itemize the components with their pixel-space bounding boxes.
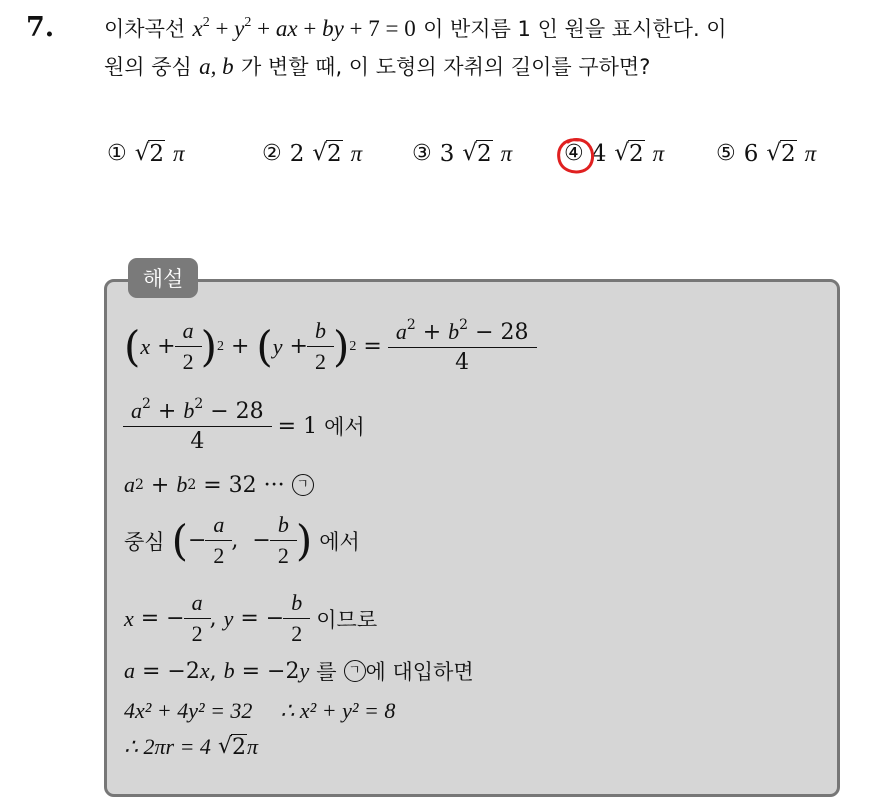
- solution-line-3: a 2 + b 2 = 32 ··· ㄱ: [124, 472, 314, 498]
- question-line-2: 원의 중심 a, b 가 변할 때, 이 도형의 자취의 길이를 구하면?: [104, 54, 651, 79]
- solution-line-5: x = − $\frac{a}{2}$ , y = − $\frac{b}{2}$ 이므로: [124, 590, 378, 646]
- answer-circle-mark-icon: [554, 134, 598, 178]
- question-prefix: 이차곡선: [104, 17, 186, 41]
- solution-line-1: ( x + $\frac{a}{2}$ ) 2 + ( y + $\frac{b}{2}$ ) 2 = $\frac{a^2 + b^2 - 28}{4}$: [124, 318, 536, 375]
- solution-line-4: 중심 ( − $\frac{a}{2}$ , − $\frac{b}{2}$ ) 에서: [124, 512, 360, 568]
- choice-5[interactable]: ⑤ 6 √ 2 π: [716, 140, 817, 167]
- question-line1-suffix: 이 반지름 1 인 원을 표시한다. 이: [423, 17, 727, 41]
- choice-3[interactable]: ③ 3 √ 2 π: [412, 140, 513, 167]
- choice-1[interactable]: ① √ 2 π: [107, 140, 185, 167]
- ref-giyeok-icon: ㄱ: [344, 660, 366, 682]
- solution-tag: 해설: [128, 258, 198, 298]
- question-equation: $x^2 + y^2$ + ax + by + 7 = 0: [192, 15, 416, 41]
- solution-line-6: a = −2 x , b = −2 y 를 ㄱ 에 대입하면: [124, 658, 474, 684]
- question-vars: a, b: [199, 54, 234, 79]
- solution-line-8: ∴ 2πr = 4 √ 2 π: [124, 734, 258, 760]
- choice-4[interactable]: ④ 4 √ 2 π: [564, 140, 665, 167]
- answer-choices: [0, 140, 884, 180]
- question-number: 7.: [26, 12, 55, 43]
- solution-line-7: 4x² + 4y² = 32 ∴ x² + y² = 8: [124, 698, 396, 723]
- ref-giyeok-icon: ㄱ: [292, 474, 314, 496]
- choice-2[interactable]: ② 2 √ 2 π: [262, 140, 363, 167]
- question-line-1: [104, 12, 727, 46]
- solution-line-2: $\frac{a^2 + b^2 - 28}{4}$ = 1 에서: [124, 398, 365, 454]
